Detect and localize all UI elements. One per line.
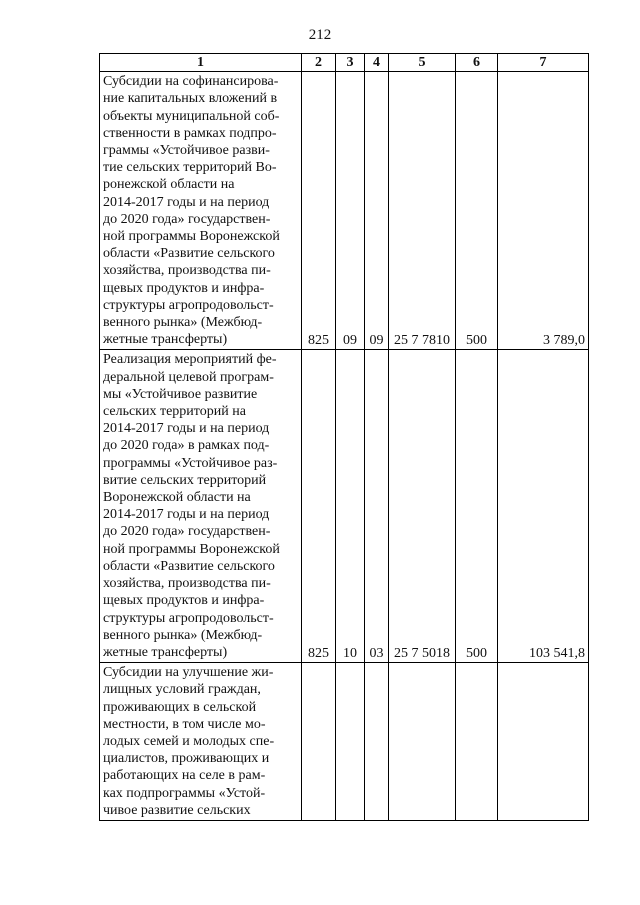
description-line: ственности в рамках подпро-: [103, 125, 277, 141]
description-line: хозяйства, производства пи-: [103, 576, 271, 592]
ministry-code: 825: [302, 350, 336, 663]
description-line: области «Развитие сельского: [103, 246, 275, 262]
description-line: жетные трансферты): [103, 644, 228, 660]
table-row: [100, 663, 589, 821]
description-line: мы «Устойчивое развитие: [103, 386, 258, 402]
description-line: чивое развитие сельских: [103, 802, 251, 818]
amount: 3 789,0: [498, 72, 589, 350]
ministry-code: 825: [302, 72, 336, 350]
description-line: лодых семей и молодых спе-: [103, 733, 275, 749]
description-line: 2014-2017 годы и на период: [103, 421, 270, 437]
expense-type-code: 500: [456, 350, 498, 663]
header-row: [100, 54, 589, 72]
section-code: [336, 663, 365, 821]
table-row: [100, 350, 589, 663]
row-description: [100, 663, 302, 821]
subsection-code: [365, 663, 389, 821]
row-description: [100, 72, 302, 350]
section-code: 09: [336, 72, 365, 350]
description-line: 2014-2017 годы и на период: [103, 194, 270, 210]
description-line: жетные трансферты): [103, 332, 228, 348]
description-line: витие сельских территорий: [103, 472, 267, 488]
target-article-code: 25 7 7810: [389, 72, 456, 350]
description-line: программы «Устойчивое раз-: [103, 455, 278, 471]
description-line: щевых продуктов и инфра-: [103, 280, 265, 296]
column-header: 3: [336, 54, 365, 72]
description-line: деральной целевой програм-: [103, 369, 274, 385]
column-header: 5: [389, 54, 456, 72]
description-line: тие сельских территорий Во-: [103, 160, 277, 176]
description-line: Субсидии на софинансирова-: [103, 74, 279, 90]
description-line: ках подпрограммы «Устой-: [103, 785, 266, 801]
description-line: граммы «Устойчивое разви-: [103, 143, 270, 159]
amount: 103 541,8: [498, 350, 589, 663]
ministry-code: [302, 663, 336, 821]
description-line: ной программы Воронежской: [103, 541, 280, 557]
section-code: 10: [336, 350, 365, 663]
description-line: области «Развитие сельского: [103, 558, 275, 574]
amount: [498, 663, 589, 821]
column-header: 2: [302, 54, 336, 72]
table-row: [100, 72, 589, 350]
budget-table: [99, 53, 589, 821]
description-line: до 2020 года» в рамках под-: [103, 438, 270, 454]
target-article-code: [389, 663, 456, 821]
expense-type-code: 500: [456, 72, 498, 350]
row-description: [100, 350, 302, 663]
description-line: венного рынка» (Межбюд-: [103, 315, 263, 331]
description-line: структуры агропродовольст-: [103, 297, 274, 313]
column-header: 6: [456, 54, 498, 72]
description-line: сельских территорий на: [103, 404, 246, 420]
subsection-code: 03: [365, 350, 389, 663]
description-line: лищных условий граждан,: [103, 682, 261, 698]
description-line: Воронежской области на: [103, 490, 251, 506]
description-line: местности, в том числе мо-: [103, 716, 266, 732]
subsection-code: 09: [365, 72, 389, 350]
column-header: 4: [365, 54, 389, 72]
target-article-code: 25 7 5018: [389, 350, 456, 663]
description-line: до 2020 года» государствен-: [103, 211, 271, 227]
description-line: венного рынка» (Межбюд-: [103, 627, 263, 643]
description-line: работающих на селе в рам-: [103, 768, 266, 784]
description-line: до 2020 года» государствен-: [103, 524, 271, 540]
description-line: объекты муниципальной соб-: [103, 108, 280, 124]
column-header: 1: [100, 54, 302, 72]
description-line: 2014-2017 годы и на период: [103, 507, 270, 523]
description-line: Реализация мероприятий фе-: [103, 352, 277, 368]
description-line: ной программы Воронежской: [103, 229, 280, 245]
description-line: Субсидии на улучшение жи-: [103, 665, 274, 681]
column-header: 7: [498, 54, 589, 72]
description-line: ние капитальных вложений в: [103, 91, 278, 107]
description-line: проживающих в сельской: [103, 699, 257, 715]
description-line: циалистов, проживающих и: [103, 751, 270, 767]
description-line: структуры агропродовольст-: [103, 610, 274, 626]
description-line: хозяйства, производства пи-: [103, 263, 271, 279]
page-number: 212: [308, 27, 332, 43]
expense-type-code: [456, 663, 498, 821]
description-line: щевых продуктов и инфра-: [103, 593, 265, 609]
description-line: ронежской области на: [103, 177, 235, 193]
